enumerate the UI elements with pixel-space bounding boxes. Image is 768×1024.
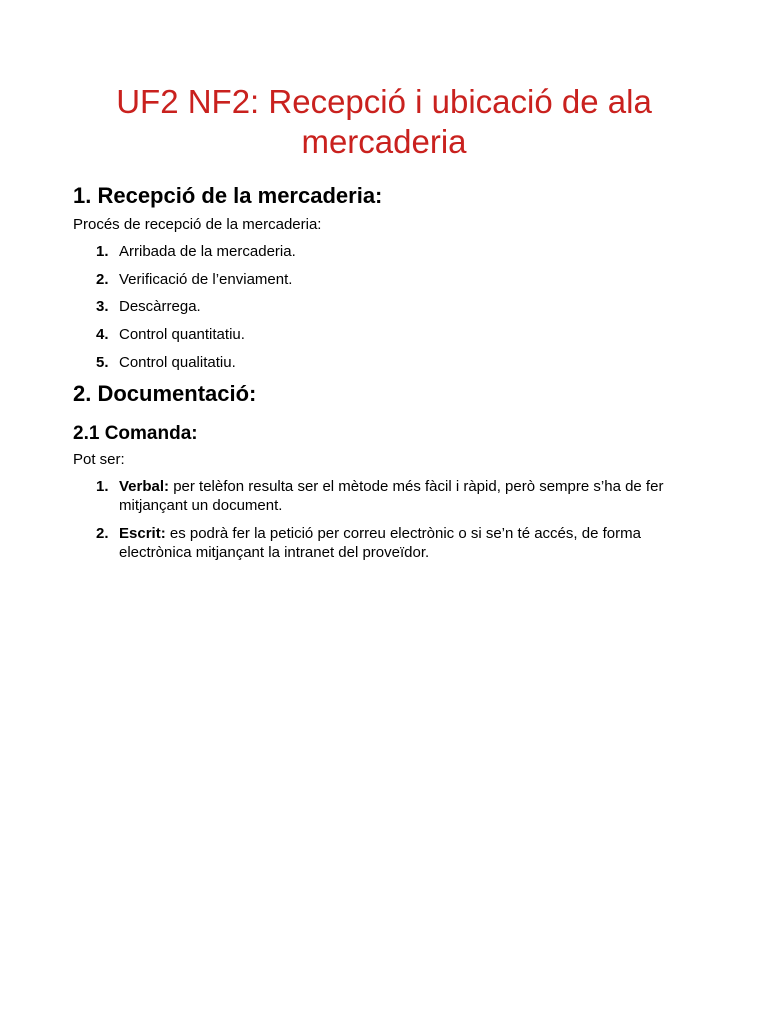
list-item-text: per telèfon resulta ser el mètode més fàcil i ràpid, però sempre s’ha de fer mitjançant un document. <box>119 478 664 515</box>
document-title: UF2 NF2: Recepció i ubicació de ala mercaderia <box>116 83 652 160</box>
list-number: 2. <box>96 270 109 288</box>
subsection-order <box>73 422 695 562</box>
list-item <box>96 353 695 372</box>
list-item <box>96 270 695 289</box>
list-number: 1. <box>96 243 109 260</box>
list-number: 5. <box>96 353 109 371</box>
list-item-term: Escrit: <box>119 525 166 543</box>
subsection-heading: 2.1 Comanda: <box>73 423 198 445</box>
section-heading: 1. Recepció de la mercaderia: <box>73 183 383 208</box>
list-item <box>96 297 695 316</box>
section-documentation <box>73 380 695 562</box>
list-number: 3. <box>96 298 109 316</box>
list-item-text: Verificació de l’enviament. <box>119 270 293 288</box>
list-item-text: Control qualitatiu. <box>119 353 236 371</box>
list-item-text: Arribada de la mercaderia. <box>119 243 296 260</box>
subsection-intro: Pot ser: <box>73 451 125 469</box>
list-item <box>96 325 695 344</box>
reception-steps-list <box>73 242 695 372</box>
section-reception <box>73 182 695 372</box>
list-number: 2. <box>96 525 109 543</box>
list-number: 1. <box>96 478 109 496</box>
list-item-text: Descàrrega. <box>119 298 201 316</box>
list-item-text: es podrà fer la petició per correu electrònic o si se’n té accés, de forma electrònica mitjançant la intranet del proveïdor. <box>119 525 641 562</box>
list-item-text: Control quantitatiu. <box>119 326 245 344</box>
list-item <box>96 477 695 515</box>
section-heading: 2. Documentació: <box>73 381 257 407</box>
list-item <box>96 242 695 261</box>
list-item-term: Verbal: <box>119 478 170 496</box>
list-item <box>96 524 695 562</box>
section-intro: Procés de recepció de la mercaderia: <box>73 216 322 233</box>
list-number: 4. <box>96 326 109 344</box>
order-types-list <box>73 477 695 562</box>
